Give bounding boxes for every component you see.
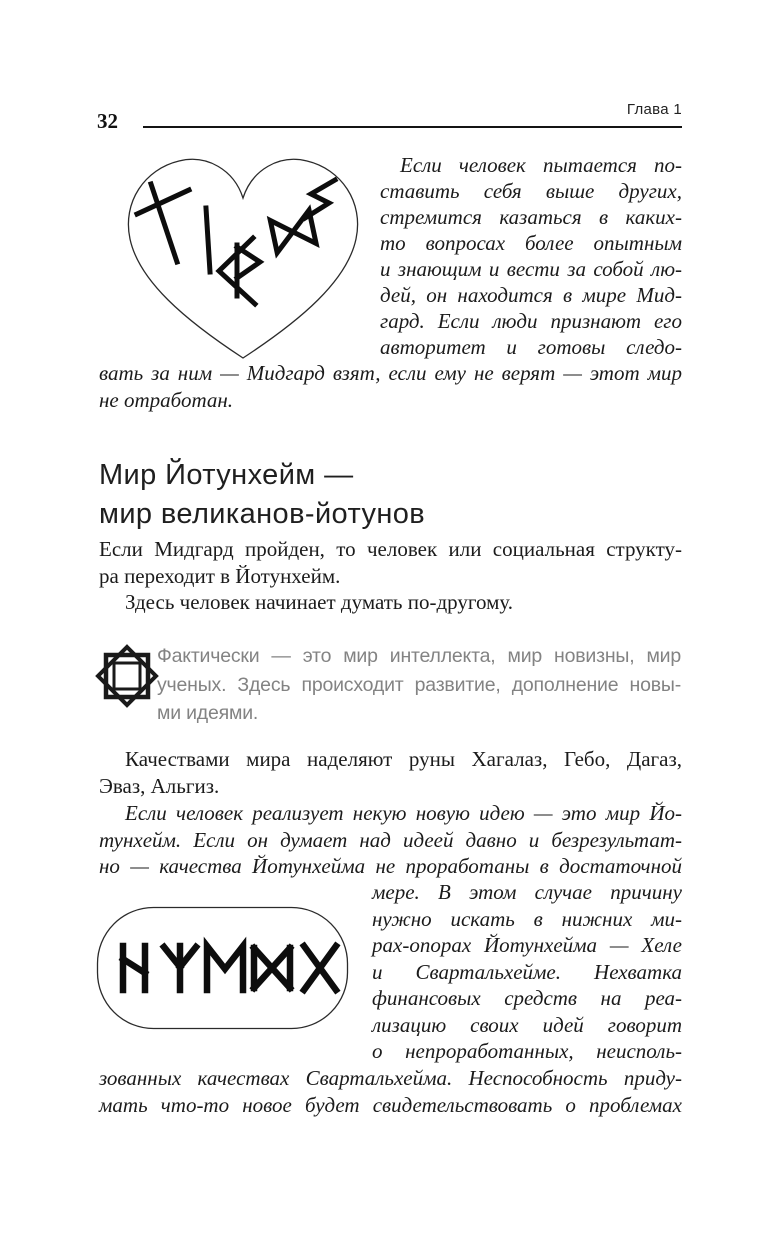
text-line: Фактически — это мир интеллекта, мир новизны, мир [157, 645, 681, 667]
text-line: и Свартальхейме. Нехватка [372, 959, 682, 984]
text-line: Если Мидгард пройден, то человек или социальная структу- [99, 537, 682, 561]
insight-text [157, 642, 681, 728]
heading-line: мир великанов-йотунов [99, 498, 426, 530]
text-line: мать что-то новое будет свидетельствовать о проблемах [99, 1092, 682, 1117]
heart-rune-glyphs [137, 180, 335, 304]
text-line: Здесь человек начинает думать по-другому. [125, 590, 514, 614]
jotunheim-paragraph-bottom [99, 1065, 682, 1118]
cartouche-icon [96, 906, 349, 1030]
text-line: дей, он находится в мире Мид- [380, 283, 682, 307]
text-line: финансовых средств на реа- [372, 986, 682, 1010]
insight-block [0, 642, 768, 732]
text-line: нужно искать в нижних ми- [372, 906, 682, 931]
header-rule [143, 126, 682, 128]
page-number: 32 [97, 109, 118, 133]
text-line: о непроработанных, неисполь- [372, 1039, 682, 1063]
text-line: вать за ним — Мидгард взят, если ему не верят — этот мир [99, 361, 682, 385]
octagram-icon [95, 644, 159, 708]
stadium-rune-glyphs [123, 946, 336, 990]
text-line: Эваз, Альгиз. [99, 773, 220, 798]
text-line: то вопросах более опытным [380, 231, 682, 255]
text-line: авторитет и готовы следо- [380, 335, 682, 359]
text-line: но — качества Йотунхейма не проработаны в достаточной [99, 854, 682, 878]
stadium-runes-figure [96, 906, 349, 1030]
text-line: мере. В этом случае причину [372, 880, 682, 904]
text-line: тунхейм. Если он думает над идеей давно и безрезультат- [99, 827, 682, 852]
heart-runes-figure [113, 150, 373, 362]
text-line: ра переходит в Йотунхейм. [99, 563, 341, 588]
text-line: стремится казаться в каких- [380, 205, 682, 229]
text-line: лизацию своих идей говорит [372, 1012, 682, 1037]
text-line: Если человек реализует некую новую идею — это мир Йо- [125, 801, 682, 825]
section-midgard [0, 150, 768, 420]
midgard-paragraph-full [99, 360, 682, 413]
text-line: рах-опорах Йотунхейма — Хеле [372, 933, 682, 957]
jotunheim-paragraph-top [99, 800, 682, 880]
running-head-chapter: Глава 1 [626, 101, 682, 118]
text-line: не отработан. [99, 387, 234, 412]
text-line: и знающим и вести за собой лю- [380, 257, 682, 281]
text-line: зованных качествах Свартальхейма. Неспособность приду- [99, 1066, 682, 1090]
text-line: ми идеями. [157, 702, 259, 724]
heading-line: Мир Йотунхейм — [99, 459, 354, 491]
midgard-paragraph-column [380, 152, 682, 360]
section-heading [99, 456, 682, 534]
text-line: Качествами мира наделяют руны Хагалаз, Гебо, Дагаз, [125, 747, 682, 771]
text-line: ученых. Здесь происходит развитие, дополнение новы- [157, 673, 681, 696]
runes-list-paragraph [99, 746, 682, 799]
heart-icon [113, 150, 373, 362]
jotunheim-paragraph-column [372, 879, 682, 1065]
text-line: ставить себя выше других, [380, 179, 682, 203]
text-line: гард. Если люди признают его [380, 309, 682, 333]
intro-paragraph [99, 536, 682, 616]
text-line: Если человек пытается по- [400, 153, 682, 177]
